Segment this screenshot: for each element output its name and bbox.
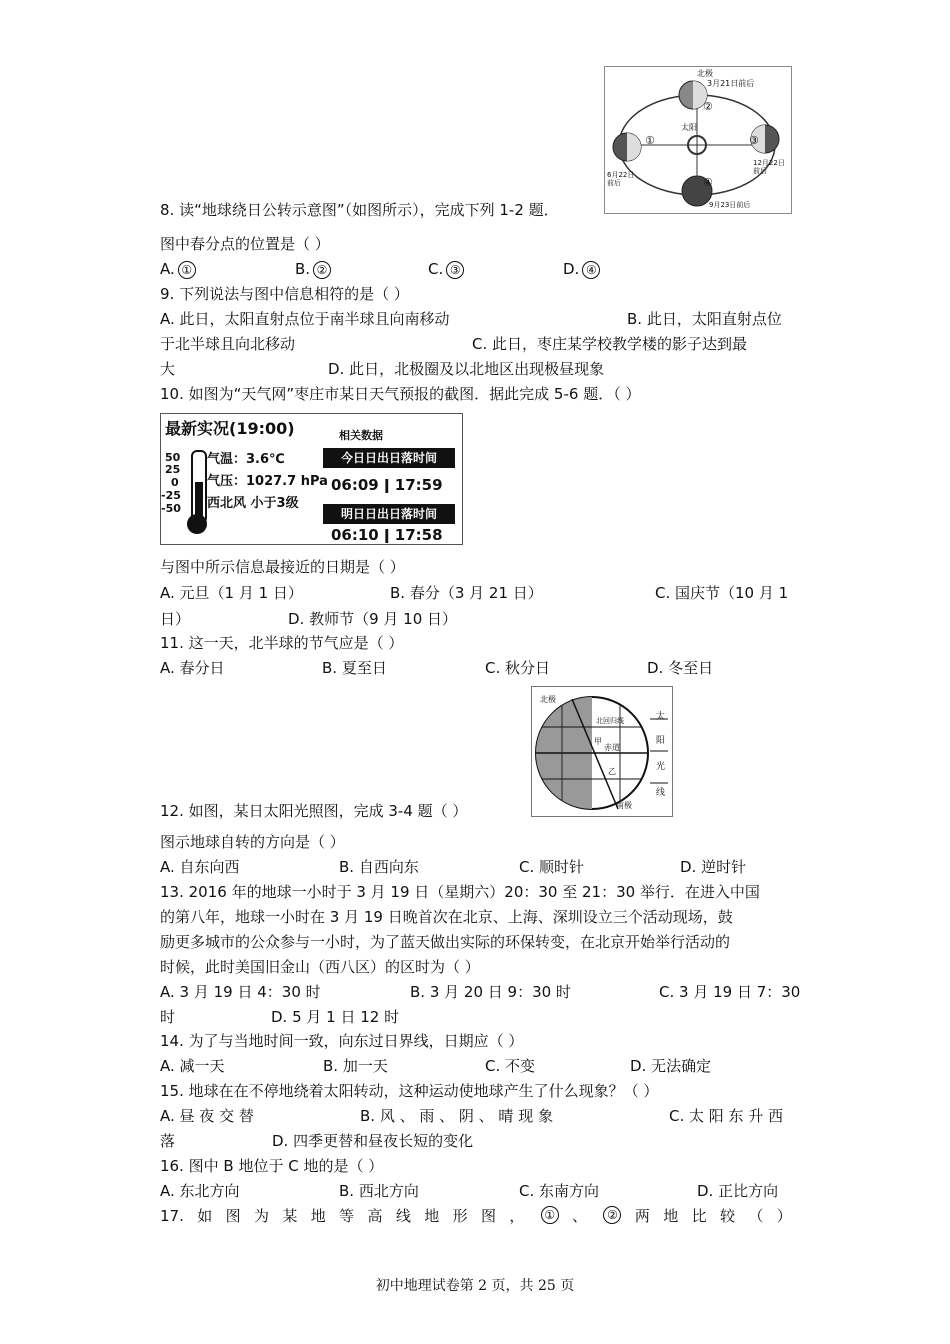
q8-option-a[interactable] <box>160 259 196 279</box>
q17-part: 两 <box>634 1207 650 1225</box>
tomorrow-sun-label: 明日日出日落时间 <box>323 504 455 524</box>
orbit-mark-3: ③ <box>749 134 759 147</box>
q12-option-d[interactable]: D. 逆时针 <box>680 858 747 876</box>
q11-stem: 11. 这一天，北半球的节气应是（ ） <box>160 634 404 652</box>
q17-part: 等 <box>339 1207 355 1225</box>
q8-stem: 8. 读“地球绕日公转示意图”（如图所示），完成下列 1-2 题． <box>160 201 559 219</box>
q14-option-c[interactable]: C. 不变 <box>485 1057 536 1075</box>
q17-mark-2: ② <box>603 1206 621 1224</box>
sun-label-tropic: 北回归线 <box>596 717 624 725</box>
q8-option-d-mark: ④ <box>582 261 600 279</box>
sun-label-tai: 太 <box>656 712 666 722</box>
q16-option-d[interactable]: D. 正比方向 <box>697 1182 779 1200</box>
q8-option-c-mark: ③ <box>446 261 464 279</box>
q11-option-b[interactable]: B. 夏至日 <box>322 659 387 677</box>
q17-part: 地 <box>424 1207 440 1225</box>
sun-label-yang: 阳 <box>656 736 666 746</box>
q15-option-d[interactable]: D. 四季更替和昼夜长短的变化 <box>272 1132 474 1150</box>
scale-neg25: -25 <box>161 489 181 502</box>
sun-label-xian: 线 <box>656 788 666 798</box>
q17-mark-1: ① <box>541 1206 559 1224</box>
q16-stem: 16. 图中 B 地位于 C 地的是（ ） <box>160 1157 384 1175</box>
q11-option-c[interactable]: C. 秋分日 <box>485 659 551 677</box>
q15-stem: 15. 地球在在不停地绕着太阳转动，这种运动使地球产生了什么现象？（ ） <box>160 1082 659 1100</box>
q9-option-b-line1[interactable]: B. 此日，太阳直射点位 <box>627 310 782 328</box>
q14-stem: 14. 为了与当地时间一致，向东过日界线，日期应（ ） <box>160 1032 524 1050</box>
orbit-label-sep: 9月23日前后 <box>709 201 751 209</box>
q17-part: 较 <box>719 1207 735 1225</box>
weather-wind: 西北风 小于3级 <box>207 496 299 511</box>
q13-option-c-line1[interactable]: C. 3 月 19 日 7：30 <box>659 983 801 1001</box>
q8-option-d[interactable] <box>563 259 600 279</box>
q17-part: ， <box>509 1207 525 1225</box>
q13-line-2: 的第八年，地球一小时在 3 月 19 日晚首次在北京、上海、深圳设立三个活动现场，鼓 <box>160 908 733 926</box>
q13-option-b[interactable]: B. 3 月 20 日 9：30 时 <box>410 983 571 1001</box>
q13-option-d[interactable]: D. 5 月 1 日 12 时 <box>271 1008 400 1026</box>
q12-option-b[interactable]: B. 自西向东 <box>339 858 419 876</box>
q12-option-a[interactable]: A. 自东向西 <box>160 858 240 876</box>
q15-option-b[interactable]: B. 风 、 雨 、 阴 、 晴 现 象 <box>360 1107 553 1125</box>
q10-stem: 10. 如图为“天气网”枣庄市某日天气预报的截图．据此完成 5-6 题．（ ） <box>160 385 641 403</box>
q8-option-a-label: A. <box>160 260 175 278</box>
q13-option-a[interactable]: A. 3 月 19 日 4：30 时 <box>160 983 321 1001</box>
q17-part: 高 <box>367 1207 383 1225</box>
q17-stem <box>160 1206 792 1226</box>
q10-option-c-line2: 日） <box>160 610 191 628</box>
q12-stem: 12. 如图，某日太阳光照图，完成 3-4 题（ ） <box>160 802 468 820</box>
weather-title: 最新实况(19:00) <box>165 419 295 438</box>
orbit-figure <box>604 66 792 214</box>
q16-option-b[interactable]: B. 西北方向 <box>339 1182 419 1200</box>
orbit-diagram <box>605 67 791 213</box>
q17-part: 某 <box>282 1207 298 1225</box>
q17-part: 图 <box>480 1207 496 1225</box>
orbit-mark-2: ② <box>703 100 713 113</box>
q17-part: ） <box>776 1207 792 1225</box>
q12-sub: 图示地球自转的方向是（ ） <box>160 833 345 851</box>
q15-option-a[interactable]: A. 昼 夜 交 替 <box>160 1107 254 1125</box>
weather-pressure: 气压：1027.7 hPa <box>207 474 328 489</box>
orbit-mark-4: ④ <box>703 176 713 189</box>
q8-option-b-label: B. <box>295 260 311 278</box>
weather-related-label: 相关数据 <box>339 429 383 442</box>
q15-option-c-line1[interactable]: C. 太 阳 东 升 西 <box>669 1107 784 1125</box>
q17-part: 、 <box>572 1207 588 1225</box>
orbit-label-sun: 太阳 <box>681 123 697 132</box>
today-sun-label: 今日日出日落时间 <box>323 448 455 468</box>
weather-figure <box>160 413 463 545</box>
q9-stem: 9. 下列说法与图中信息相符的是（ ） <box>160 285 409 303</box>
q9-option-c-line2: 大 <box>160 360 176 378</box>
q17-part: 地 <box>310 1207 326 1225</box>
q12-option-c[interactable]: C. 顺时针 <box>519 858 585 876</box>
q15-option-c-line2: 落 <box>160 1132 176 1150</box>
q13-line-1: 13. 2016 年的地球一小时于 3 月 19 日（星期六）20：30 至 21：30 举行．在进入中国 <box>160 883 760 901</box>
q17-part: 线 <box>395 1207 411 1225</box>
q11-option-d[interactable]: D. 冬至日 <box>647 659 714 677</box>
q8-option-d-label: D. <box>563 260 580 278</box>
q14-option-a[interactable]: A. 减一天 <box>160 1057 225 1075</box>
sunlight-figure <box>531 686 673 817</box>
q17-part: 比 <box>691 1207 707 1225</box>
q10-option-a[interactable]: A. 元旦（1 月 1 日） <box>160 584 303 602</box>
orbit-label-jun: 6月22日前后 <box>607 171 635 187</box>
today-sun-times: 06:09 ǀ 17:59 <box>331 476 443 494</box>
q14-option-d[interactable]: D. 无法确定 <box>630 1057 712 1075</box>
q17-part: 如 <box>197 1207 213 1225</box>
orbit-label-dec: 12月22日前后 <box>753 159 785 175</box>
tomorrow-sun-times: 06:10 ǀ 17:58 <box>331 526 443 544</box>
scale-50: 50 <box>165 451 181 464</box>
q13-line-3: 励更多城市的公众参与一小时，为了蓝天做出实际的环保转变，在北京开始举行活动的 <box>160 933 731 951</box>
q10-sub: 与图中所示信息最接近的日期是（ ） <box>160 558 405 576</box>
sun-label-jia: 甲 <box>594 737 602 746</box>
sun-label-equator: 赤道 <box>604 743 620 752</box>
q9-option-c-line1[interactable]: C. 此日，枣庄某学校教学楼的影子达到最 <box>472 335 748 353</box>
q9-option-d[interactable]: D. 此日，北极圈及以北地区出现极昼现象 <box>328 360 605 378</box>
q10-option-d[interactable]: D. 教师节（9 月 10 日） <box>288 610 458 628</box>
scale-0: 0 <box>171 476 179 489</box>
orbit-mark-1: ① <box>645 134 655 147</box>
q16-option-a[interactable]: A. 东北方向 <box>160 1182 240 1200</box>
q13-option-c-line2: 时 <box>160 1008 176 1026</box>
orbit-label-mar: 3月21日前后 <box>707 79 755 88</box>
q13-line-4: 时候，此时美国旧金山（西八区）的区时为（ ） <box>160 958 480 976</box>
q8-option-c-label: C. <box>428 260 444 278</box>
scale-neg50: -50 <box>161 502 181 515</box>
q17-part: （ <box>748 1207 764 1225</box>
q9-option-b-line2: 于北半球且向北移动 <box>160 335 296 353</box>
q16-option-c[interactable]: C. 东南方向 <box>519 1182 600 1200</box>
weather-temperature: 气温：3.6℃ <box>207 452 285 467</box>
q14-option-b[interactable]: B. 加一天 <box>323 1057 388 1075</box>
q10-option-b[interactable]: B. 春分（3 月 21 日） <box>390 584 543 602</box>
q17-part: 形 <box>452 1207 468 1225</box>
orbit-label-north: 北极 <box>697 69 713 78</box>
sun-label-yi: 乙 <box>608 767 616 776</box>
sun-label-guang: 光 <box>656 762 666 772</box>
sunlight-globe <box>532 687 672 816</box>
q8-option-b[interactable] <box>295 259 331 279</box>
q17-part: 图 <box>225 1207 241 1225</box>
scale-25: 25 <box>165 463 181 476</box>
thermometer-icon <box>191 450 207 524</box>
q8-option-a-mark: ① <box>178 261 196 279</box>
q17-part: 地 <box>663 1207 679 1225</box>
sun-label-north: 北极 <box>540 695 556 704</box>
q17-part: 17. <box>160 1207 184 1225</box>
q11-option-a[interactable]: A. 春分日 <box>160 659 225 677</box>
sun-label-south: 南极 <box>616 801 632 810</box>
q8-option-b-mark: ② <box>313 261 331 279</box>
page-footer: 初中地理试卷第 2 页，共 25 页 <box>375 1278 575 1294</box>
q9-option-a[interactable]: A. 此日，太阳直射点位于南半球且向南移动 <box>160 310 450 328</box>
q10-option-c-line1[interactable]: C. 国庆节（10 月 1 <box>655 584 789 602</box>
q17-part: 为 <box>253 1207 269 1225</box>
q8-sub: 图中春分点的位置是（ ） <box>160 235 330 253</box>
q8-option-c[interactable] <box>428 259 464 279</box>
